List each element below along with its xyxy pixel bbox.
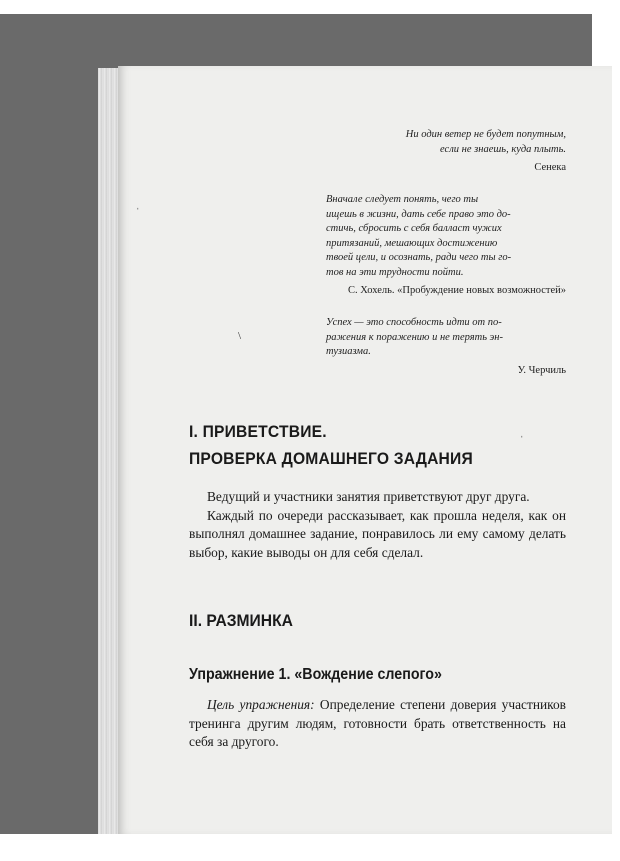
quote-line: ищешь в жизни, дать себе право это до- — [326, 208, 511, 220]
epigraph-author: С. Хохель. «Пробуждение новых возможностей» — [348, 285, 566, 296]
section-heading-line: I. ПРИВЕТСТВИЕ. — [189, 422, 327, 441]
quote-line: стичь, сбросить с себя балласт чужих — [326, 223, 502, 234]
epigraph-quote — [326, 316, 566, 360]
goal-label: Цель упражнения: — [207, 697, 315, 712]
speck-mark: ˌ — [520, 426, 524, 438]
epigraph-quote — [326, 193, 566, 280]
section-heading-line: ПРОВЕРКА ДОМАШНЕГО ЗАДАНИЯ — [189, 449, 473, 468]
quote-line: Успех — это способность идти от по- — [326, 317, 502, 328]
paragraph: Ведущий и участники занятия приветствуют друг друга. — [207, 489, 530, 504]
quote-line: Ни один ветер не будет попутным, — [405, 129, 566, 140]
epigraph — [326, 316, 566, 378]
epigraph-author: У. Черчиль — [517, 364, 566, 376]
paragraph — [189, 696, 566, 752]
epigraphs — [326, 128, 566, 396]
paragraph: Каждый по очереди рассказывает, как прошла неделя, как он выполнял домашнее задание, понравилось ли ему самому делать выбор, какие выводы он для себя сделал. — [189, 507, 566, 560]
exercise-title: Упражнение 1. «Вождение слепого» — [189, 666, 442, 683]
epigraph — [326, 193, 566, 298]
speck-mark: \ — [238, 330, 242, 342]
quote-line: если не знаешь, куда плыть. — [440, 143, 566, 155]
epigraph — [326, 128, 566, 175]
goal-text: Определение степени доверия участников тренинга другим людям, готовности брать ответственность на себя за другого. — [189, 697, 566, 749]
main-content — [189, 418, 566, 752]
speck-mark: ˈ — [136, 206, 140, 218]
quote-line: тов на эти трудности пойти. — [326, 266, 464, 278]
section-heading: II. РАЗМИНКА — [189, 611, 293, 630]
quote-line: ражения к поражению и не терять эн- — [326, 331, 503, 343]
quote-line: тузиазма. — [326, 346, 371, 357]
epigraph-author: Сенека — [534, 162, 566, 173]
epigraph-quote — [326, 128, 566, 157]
quote-line: притязаний, мешающих достижению — [326, 237, 498, 249]
quote-line: твоей цели, и осознать, ради чего ты го- — [326, 252, 512, 263]
quote-line: Вначале следует понять, чего ты — [326, 194, 479, 205]
